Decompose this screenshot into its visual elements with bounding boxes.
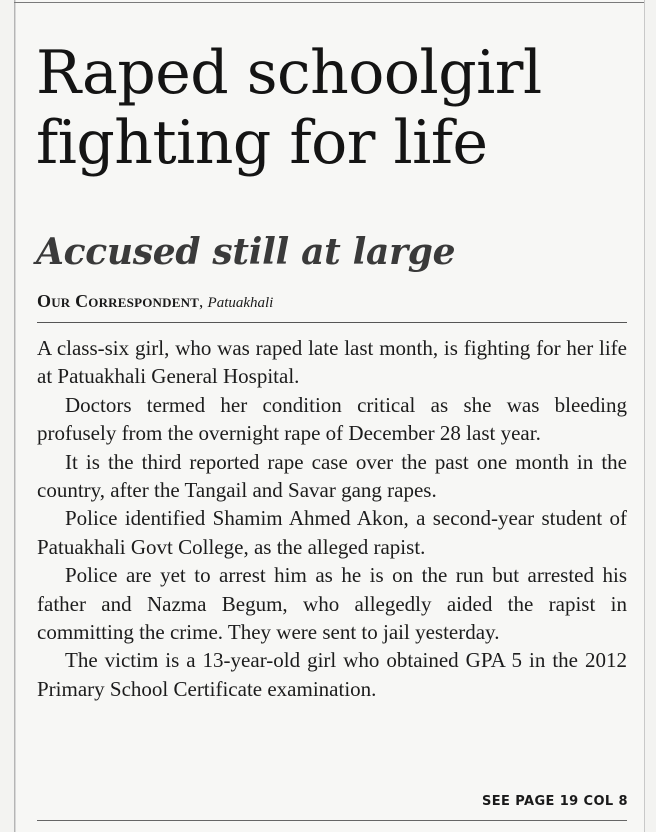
byline-separator: , [199,292,208,311]
headline-line-1: Raped schoolgirl [36,38,542,108]
paragraph-6: The victim is a 13-year-old girl who obtained GPA 5 in the 2012 Primary School Certificate examination. [37,648,627,701]
top-column-rule [14,2,644,3]
byline [37,290,273,314]
article-body [37,334,627,703]
kicker-subheadline: Accused still at large [36,231,456,273]
byline-author: Our Correspondent [37,291,200,311]
continued-on-page-line: SEE PAGE 19 COL 8 [482,794,628,809]
paragraph-3: It is the third reported rape case over the past one month in the country, after the Tangail and Savar gang rapes. [37,449,627,503]
paragraph-2: Doctors termed her condition critical as she was bleeding profusely from the overnight rape of December 28 last year. [37,392,627,446]
bottom-rule [37,820,627,821]
headline [36,38,636,178]
byline-place: Patuakhali [207,295,274,311]
right-column-rule [644,0,645,832]
paragraph-5: Police are yet to arrest him as he is on the run but arrested his father and Nazma Begum, who allegedly aided the rapist in committing the crime. They were sent to jail yesterday. [37,563,627,645]
paragraph-1: A class-six girl, who was raped late last month, is fighting for her life at Patuakhali General Hospital. [37,336,627,389]
headline-line-2: fighting for life [36,108,488,178]
paragraph-4: Police identified Shamim Ahmed Akon, a second-year student of Patuakhali Govt College, as the alleged rapist. [37,506,627,559]
byline-rule [37,322,627,323]
